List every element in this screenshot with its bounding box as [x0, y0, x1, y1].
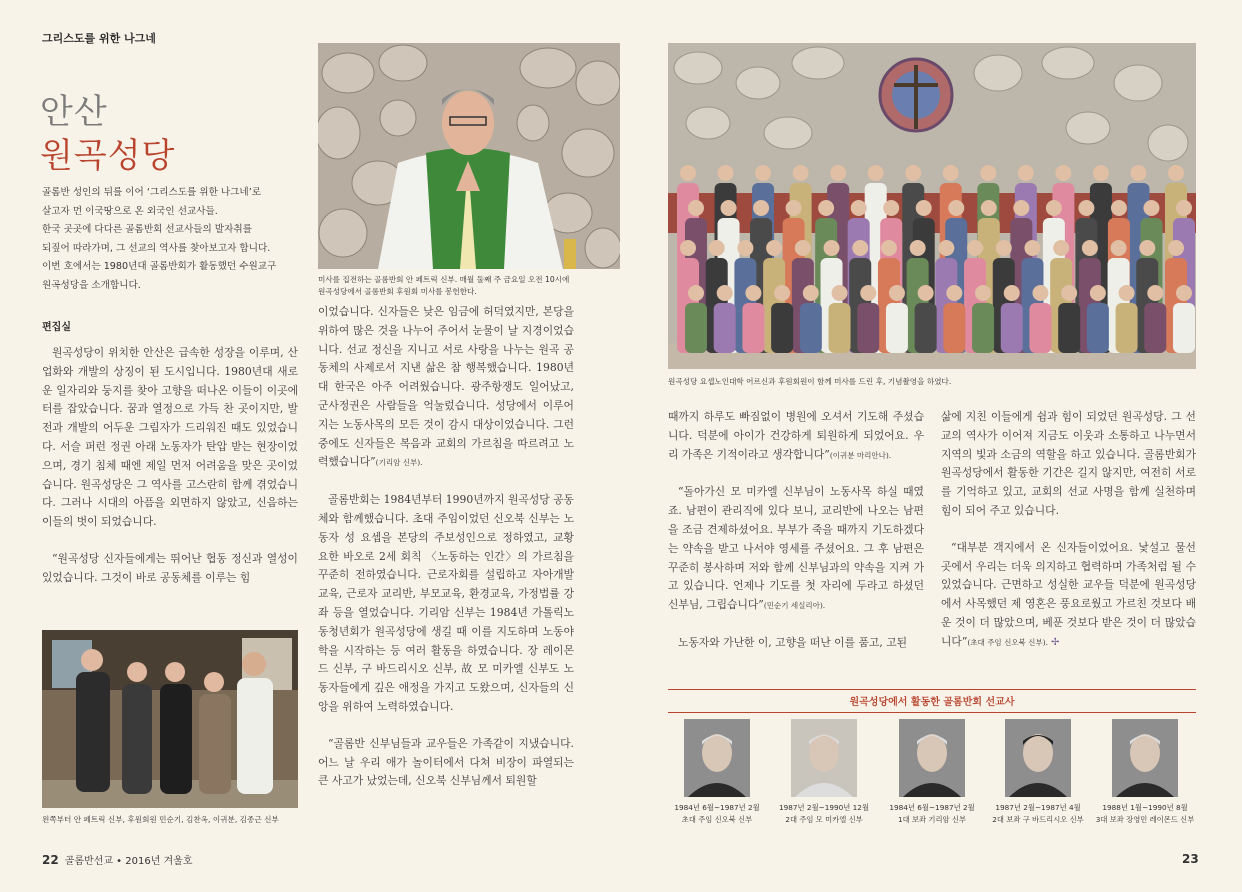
missionary-role: 초대 주임 신오북 신부: [681, 815, 753, 824]
missionary-caption: [764, 802, 884, 826]
missionary-role: 2대 보좌 구 바드리시오 신부: [992, 815, 1084, 824]
paragraph: [668, 483, 924, 616]
priest-photo: [318, 43, 620, 269]
title-line2: 원곡성당: [40, 136, 176, 176]
missionary-period: 1988년 1월~1990년 8월: [1102, 803, 1188, 812]
intro-line: 이번 호에서는 1980년대 골롬반회가 활동했던 수원교구: [42, 261, 277, 272]
title-line1: 안산: [40, 92, 108, 132]
page-number-right: 23: [1182, 852, 1199, 866]
intro-line: 살고자 먼 이국땅으로 온 외국인 선교사들.: [42, 205, 218, 217]
paragraph-text: 이었습니다. 신자들은 낮은 임금에 허덕였지만, 본당을 위하여 많은 것을 나누어 주어서 눈물이 날 지경이었습니다. 선교 정신을 지니고 서로 사랑을 나누는 원곡 공동체의 사제로서 지낸 삶은 참 행복했습니다. 1980년대 한국은 아주 어려웠습니다. 광주항쟁도 일어났고, 군사정권은 사람들을 억눌렀습니다. 성당에서 이루어지는 노동사목의 모든 것이 감시 대상이었습니다. 그런 중에도 신자들은 복음과 교회의 가르침을 따르려고 노력했습니다”: [318, 305, 574, 469]
article-column-4: [941, 408, 1196, 653]
priest-photo-caption: [318, 274, 620, 298]
missionary-caption: [657, 802, 777, 826]
author: 편집실: [42, 322, 71, 333]
paragraph: 골롬반회는 1984년부터 1990년까지 원곡성당 공동체와 함께했습니다. 초대 주임이었던 신오북 신부는 노동자 성 요셉을 본당의 주보성인으로 정하였고, 교황 요한 바오로 2세 회칙 〈노동하는 인간〉의 가르침을 꾸준히 전하였습니다. 근로자회를 설립하고 자아개발 교육, 근로자 교리반, 부모교육, 환경교육, 가정법률 강좌 등을 열었습니다. 기리암 신부는 1984년 가톨릭노동청년회가 원곡성당에 생길 때 이를 지도하며 노동야학을 시작하는 등 여러 활동을 하였습니다. 장 레이몬드 신부, 구 바드리시오 신부, 故 모 미카엘 신부도 노동자들에게 깊은 애정을 가지고 도왔으며, 신자들의 신앙을 위하여 노력하였습니다.: [318, 493, 574, 713]
intro-text: [42, 184, 282, 295]
paragraph: [318, 303, 574, 473]
missionary-role: 3대 보좌 장영민 레이몬드 신부: [1095, 815, 1195, 824]
missionary-caption: [872, 802, 992, 826]
missionaries-box-title: 원곡성당에서 활동한 골롬반회 선교사: [668, 689, 1196, 713]
page-number-left: 22: [42, 853, 59, 867]
group-photo-small: [42, 630, 298, 808]
speaker-note: (이귀분 마리안나).: [829, 450, 892, 460]
missionary-period: 1987년 2월~1990년 12월: [778, 803, 869, 812]
article-column-3: [668, 408, 924, 653]
group-photo-large: [668, 43, 1196, 369]
caption-line: 미사를 집전하는 골롬반회 안 페트릭 신부. 매월 둘째 주 금요일 오전 10시에: [318, 275, 570, 284]
missionary-portrait: [791, 719, 857, 797]
article-column-1: [42, 344, 298, 588]
missionary-role: 2대 주임 모 미카엘 신부: [785, 815, 863, 824]
paragraph-text: “대부분 객지에서 온 신자들이었어요. 낯설고 물선 곳에서 우리는 더욱 의지하고 협력하며 가족처럼 될 수 있었습니다. 근면하고 성실한 교우들 덕분에 원곡성당에서 사목했던 제 영혼은 풍요로웠고 가르친 것보다 배운 것이 더 많았으며, 베푼 것보다 받은 것이 더 많았습니다”: [941, 540, 1196, 648]
missionary-period: 1984년 6월~1987년 2월: [889, 803, 975, 812]
missionary-portrait: [1005, 719, 1071, 797]
missionary-portrait: [684, 719, 750, 797]
speaker-note: (민순기 세실리아).: [763, 601, 826, 611]
group-photo-small-caption: 왼쪽부터 안 페트릭 신부, 후원회원 민순기, 김찬옥, 이귀분, 김종근 신부: [42, 815, 279, 824]
missionary-period: 1987년 2월~1987년 4월: [995, 803, 1081, 812]
intro-line: 한국 곳곳에 다다른 골롬반회 선교사들의 발자취를: [42, 224, 252, 235]
paragraph: [668, 408, 924, 465]
missionary-portrait: [899, 719, 965, 797]
paragraph: 삶에 지친 이들에게 쉼과 힘이 되었던 원곡성당. 그 선교의 역사가 이어져 지금도 이웃과 소통하고 나누면서 지역의 빛과 소금의 역할을 하고 있습니다. 골롬반회가 원곡성당에서 활동한 기간은 길지 않지만, 여전히 서로를 기억하고 있고, 교회의 선교 사명을 함께 실천하며 힘이 되어 주고 있습니다.: [941, 410, 1196, 517]
missionary-caption: [978, 802, 1098, 826]
missionary-portrait: [1112, 719, 1178, 797]
caption-line: 원곡성당에서 골롬반회 후원회 미사를 봉헌한다.: [318, 287, 477, 296]
missionary-role: 1대 보좌 기리암 신부: [898, 815, 966, 824]
missionary-period: 1984년 6월~1987년 2월: [674, 803, 760, 812]
end-mark-icon: ✢: [1050, 636, 1060, 648]
speaker-note: (기리암 신부).: [375, 458, 423, 468]
article-column-2: [318, 303, 574, 791]
intro-line: 되짚어 따라가며, 그 선교의 역사를 찾아보고자 합니다.: [42, 242, 271, 254]
section-label: 그리스도를 위한 나그네: [42, 32, 156, 45]
group-photo-large-caption: 원곡성당 요셉노인대학 어르신과 후원회원이 함께 미사를 드린 후, 기념촬영을 하였다.: [668, 377, 952, 386]
paragraph-text: 때까지 하루도 빠짐없이 병원에 오셔서 기도해 주셨습니다. 덕분에 아이가 건강하게 퇴원하게 되었어요. 우리 가족은 기적이라고 생각합니다”: [668, 410, 924, 461]
magazine-issue: 골롬반선교 • 2016년 겨울호: [64, 856, 193, 867]
paragraph: 노동자와 가난한 이, 고향을 떠난 이를 품고, 고된: [678, 635, 908, 649]
paragraph-text: “돌아가신 모 미카엘 신부님이 노동사목 하실 때였죠. 남편이 관리직에 있다 보니, 교리반에 나오는 남편을 조금 견제하셨어요. 부부가 죽을 때까지 기도하겠다는 약속을 받고 나서야 영세를 주셨어요. 그 후 남편은 꾸준히 봉사하며 저와 함께 신부님과의 약속을 지켜 가고 있습니다. 언제나 기도를 첫 자리에 두라고 하셨던 신부님, 그립습니다”: [668, 485, 924, 612]
paragraph: “골롬반 신부님들과 교우들은 가족같이 지냈습니다. 어느 날 우리 애가 놀이터에서 다쳐 비장이 파열되는 큰 사고가 났었는데, 신오북 신부님께서 퇴원할: [318, 736, 574, 788]
paragraph: [941, 539, 1196, 653]
footer-left: [42, 852, 193, 867]
intro-line: 원곡성당을 소개합니다.: [42, 279, 141, 291]
paragraph: 원곡성당이 위치한 안산은 급속한 성장을 이루며, 산업화와 개발의 상징이 된 도시입니다. 1980년대 새로운 일자리와 둥지를 찾아 고향을 떠나온 이들이 이곳에 터를 잡았습니다. 꿈과 열정으로 가득 찬 곳이지만, 발전과 개발의 어두운 그림자가 드리워진 때도 있었습니다. 서슬 퍼런 정권 아래 노동자가 탄압 받는 현장이었으며, 경기 침체 때엔 제일 먼저 어려움을 맞은 곳이었습니다. 원곡성당은 그 역사를 고스란히 함께 겪었습니다. 그러나 시대의 아픔을 외면하지 않았고, 신음하는 이들의 벗이 되었습니다.: [42, 346, 298, 529]
speaker-note: (초대 주임 신오북 신부).: [967, 637, 1048, 647]
missionary-caption: [1085, 802, 1205, 826]
intro-line: 골롬반 성인의 뒤를 이어 ‘그리스도를 위한 나그네’로: [42, 187, 262, 198]
paragraph: “원곡성당 신자들에게는 뛰어난 협동 정신과 열성이 있었습니다. 그것이 바로 공동체를 이루는 힘: [42, 551, 298, 584]
